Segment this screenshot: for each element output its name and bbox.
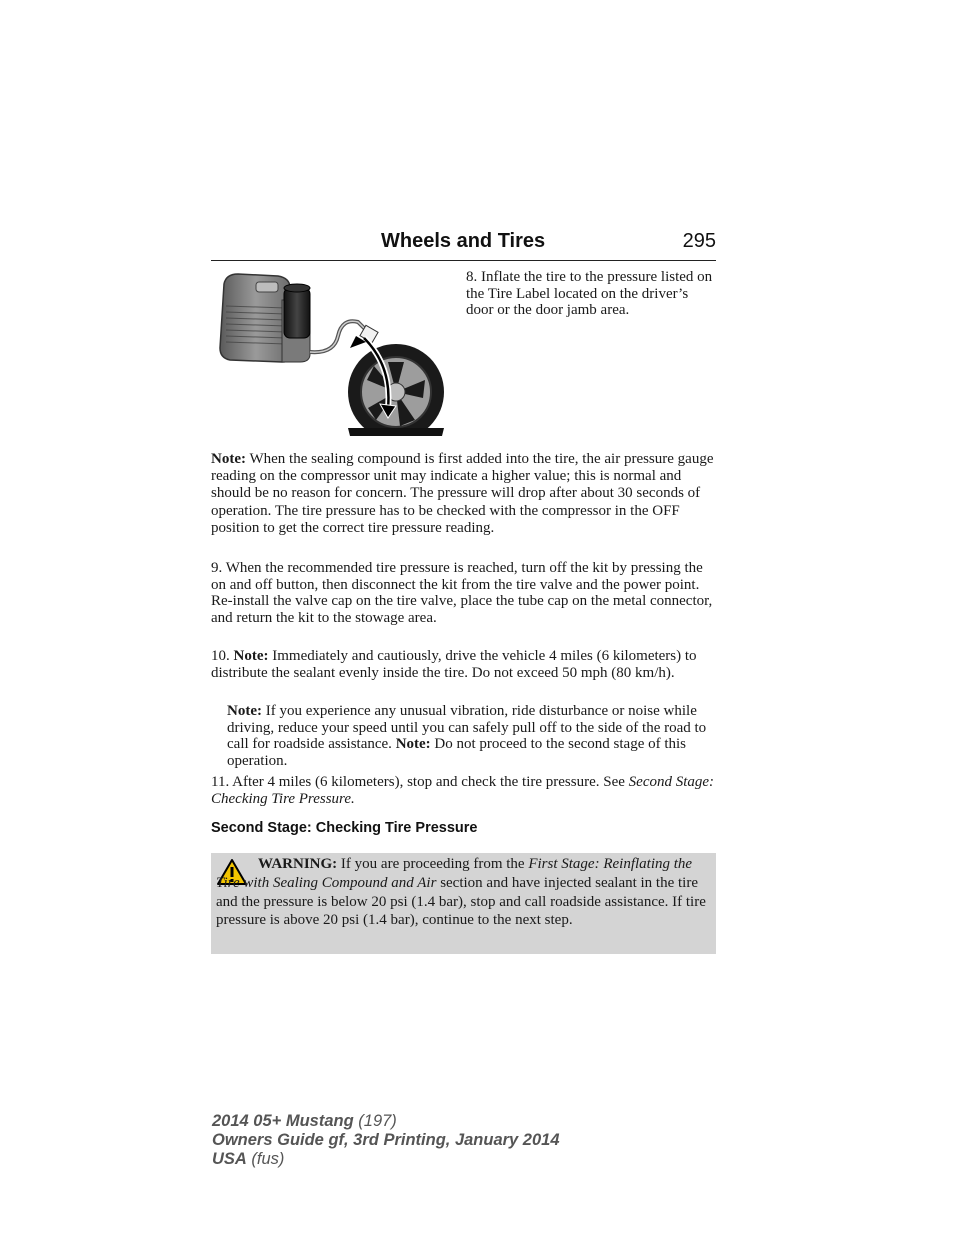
step-11-cross-reference: Second Stage: Checking Tire Pressure.: [211, 774, 715, 807]
step-10-paragraph: [211, 648, 717, 681]
warning-text-part-1: If you are proceeding from the: [337, 856, 529, 872]
footer-line-2: [212, 1131, 560, 1150]
footer-line-3: [212, 1150, 560, 1169]
step-9-text: 9. When the recommended tire pressure is reached, turn off the kit by pressing the on and off button, then disconnect the kit from the tire valve and the power point. Re-install the valve cap on the tire valve, place the tube cap on the metal connector, and return the kit to the stowage area.: [211, 560, 713, 626]
warning-text: [216, 855, 706, 930]
indented-note-label-2: Note:: [395, 736, 431, 753]
page-header: [211, 228, 716, 261]
step-10-note-label: Note:: [233, 648, 269, 664]
indented-note-text-1: If you experience any unusual vibration, ride disturbance or noise while driving, reduce your speed until you can safely pull off to the side of the road to call for roadside assistance.: [227, 703, 707, 753]
footer-model: 2014 05+ Mustang: [212, 1112, 354, 1130]
warning-label: WARNING:: [258, 856, 338, 872]
indented-note-text-2: Do not proceed to the second stage of this operation.: [227, 736, 687, 769]
step-11-text: 11. After 4 miles (6 kilometers), stop and check the tire pressure. See: [211, 774, 629, 790]
note-paragraph: [211, 451, 717, 537]
subheading: Second Stage: Checking Tire Pressure: [211, 820, 478, 836]
step-10-text: Immediately and cautiously, drive the vehicle 4 miles (6 kilometers) to distribute the sealant evenly inside the tire. Do not exceed 50 mph (80 km/h).: [211, 648, 697, 681]
compressor-illustration: [216, 270, 448, 436]
step-8-text: 8. Inflate the tire to the pressure listed on the Tire Label located on the driver’s door or the door jamb area.: [466, 269, 713, 319]
footer-region: USA: [212, 1150, 247, 1168]
page-footer: [212, 1112, 560, 1169]
compressor-tire-figure: [216, 270, 448, 436]
compressor-icon: [220, 274, 378, 362]
footer-region-code: (fus): [246, 1150, 285, 1168]
step-11-paragraph: [211, 774, 717, 807]
section-title: Wheels and Tires: [381, 230, 546, 252]
page-number: 295: [682, 230, 716, 252]
footer-guide: Owners Guide gf, 3rd Printing, January 2014: [212, 1131, 560, 1149]
note-label: Note:: [211, 451, 246, 467]
warning-box: [211, 853, 716, 954]
tire-icon: [348, 344, 444, 436]
warning-text-part-2: section and have injected sealant in the tire and the pressure is below 20 psi (1.4 bar), stop and call roadside assistance. If tire pressure is above 20 psi (1.4 bar), continue to the next step.: [216, 874, 706, 929]
note-text: When the sealing compound is first added into the tire, the air pressure gauge reading on the compressor unit may indicate a higher value; this is normal and should be no reason for concern. The pressure will drop after about 30 seconds of operation. The tire pressure has to be checked with the compressor in the OFF position to get the correct tire pressure reading.: [211, 451, 714, 536]
indented-note-paragraph: [227, 703, 717, 769]
indented-note-label-1: Note:: [227, 703, 262, 719]
step-10-number: 10.: [211, 648, 234, 664]
footer-line-1: [212, 1112, 560, 1131]
footer-model-code: (197): [353, 1112, 397, 1130]
warning-cross-reference: First Stage: Reinflating the Tire with Sealing Compound and Air: [216, 856, 693, 891]
